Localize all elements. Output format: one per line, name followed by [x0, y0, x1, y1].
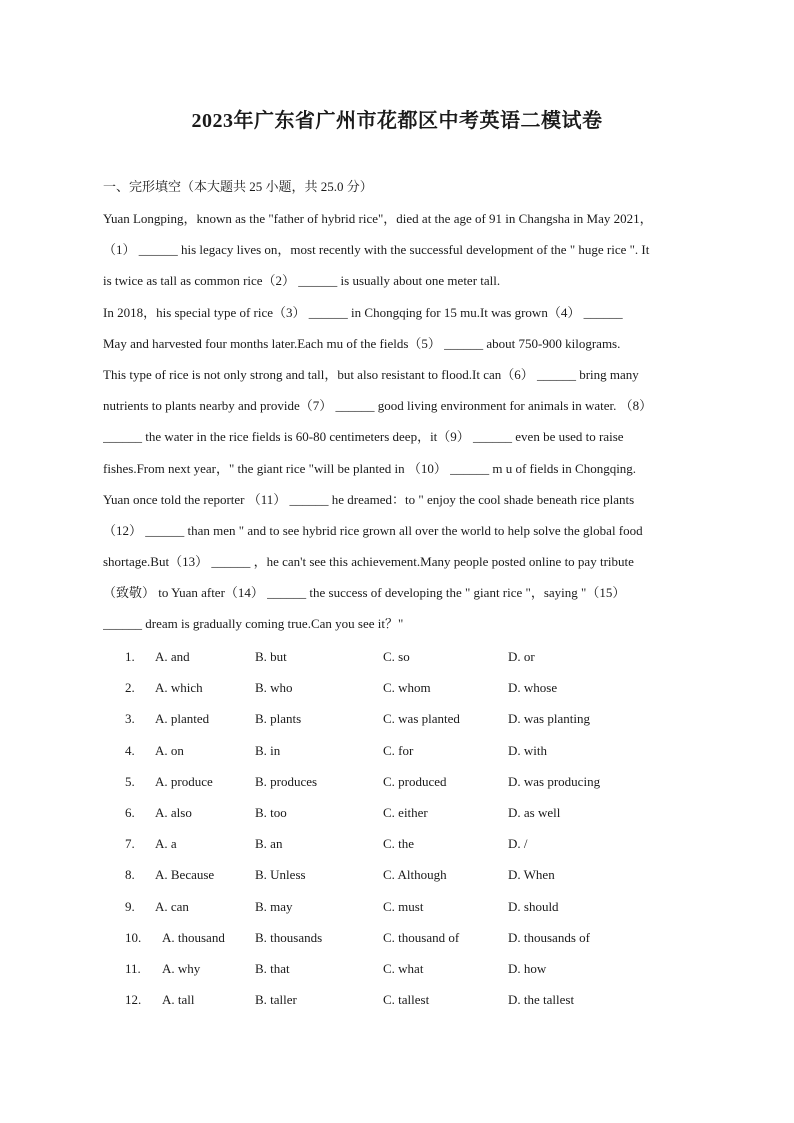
option-b: B. plants [255, 711, 302, 727]
question-number: 2. [125, 680, 135, 696]
question-number: 9. [125, 898, 135, 914]
option-d: D. thousands of [508, 929, 590, 945]
option-a: A. tall [162, 992, 195, 1008]
section-heading: 一、完形填空（本大题共 25 小题，共 25.0 分） [103, 179, 373, 194]
question-number: 6. [125, 804, 135, 820]
option-a: A. a [155, 836, 177, 852]
option-b: B. too [255, 804, 287, 820]
question-row [103, 859, 701, 890]
option-a: A. why [162, 960, 201, 976]
question-number: 1. [125, 649, 135, 664]
question-number: 10. [125, 929, 142, 945]
option-b: B. an [255, 836, 283, 852]
passage-line: （12） ______ than men " and to see hybrid rice grown all over the world to help solve the global food [103, 522, 643, 538]
passage-line: In 2018，his special type of rice（3） ______ in Chongqing for 15 mu.It was grown（4） ______ [103, 304, 623, 320]
passage-line: Yuan once told the reporter （11） ______ he dreamed：to " enjoy the cool shade beneath rice plants [103, 491, 635, 507]
passage-line: ______ dream is gradually coming true.Can you see it？" [103, 616, 404, 632]
question-row [103, 828, 701, 859]
option-c: C. Although [383, 867, 447, 883]
option-a: A. can [155, 898, 189, 914]
option-b: B. produces [255, 773, 318, 789]
option-b: B. that [255, 960, 290, 976]
option-d: D. whose [508, 680, 558, 696]
question-row [103, 953, 701, 984]
option-c: C. either [383, 804, 428, 820]
option-c: C. thousand of [383, 929, 460, 945]
option-d: D. how [508, 960, 547, 976]
question-number: 5. [125, 773, 135, 789]
question-row [103, 703, 701, 734]
question-number: 11. [125, 960, 141, 976]
passage-line: ______ the water in the rice fields is 60-80 centimeters deep，it（9） ______ even be used to raise [103, 429, 624, 445]
option-d: D. When [508, 867, 555, 883]
option-b: B. Unless [255, 867, 306, 883]
passage-line: （致敬） to Yuan after（14） ______ the success of developing the " giant rice "，saying "（15） [103, 585, 626, 601]
option-c: C. was planted [383, 711, 460, 727]
question-row [103, 641, 701, 672]
option-b: B. who [255, 680, 293, 696]
passage-line: （1） ______ his legacy lives on，most recently with the successful development of the " huge rice ". It [103, 242, 650, 258]
option-c: C. for [383, 742, 414, 758]
question-number: 4. [125, 742, 135, 758]
option-a: A. and [155, 649, 190, 664]
question-row [103, 984, 701, 1015]
question-row [103, 735, 701, 766]
option-b: B. may [255, 898, 293, 914]
passage-line: Yuan Longping，known as the "father of hybrid rice"，died at the age of 91 in Changsha in May 2021， [103, 211, 653, 226]
passage-line: This type of rice is not only strong and tall，but also resistant to flood.It can（6） ______ bring many [103, 366, 639, 382]
option-c: C. the [383, 836, 415, 852]
option-b: B. in [255, 742, 281, 758]
option-a: A. Because [155, 867, 215, 883]
question-row [103, 922, 701, 953]
passage-line: nutrients to plants nearby and provide（7） ______ good living environment for animals in water. （8） [103, 398, 653, 414]
option-c: C. what [383, 960, 424, 976]
question-number: 3. [125, 711, 135, 727]
option-c: C. whom [383, 680, 431, 696]
option-a: A. planted [155, 711, 210, 727]
option-d: D. the tallest [508, 992, 575, 1008]
passage-line: shortage.But（13） ______ ，he can't see this achievement.Many people posted online to pay tribute [103, 554, 634, 570]
option-c: C. must [383, 898, 424, 914]
option-d: D. was producing [508, 773, 601, 789]
option-b: B. taller [255, 992, 297, 1008]
answer-options [103, 641, 701, 1015]
question-row [103, 766, 701, 797]
option-d: D. as well [508, 804, 561, 820]
cloze-passage [103, 203, 701, 640]
option-c: C. tallest [383, 992, 430, 1008]
question-row [103, 891, 701, 922]
option-d: D. was planting [508, 711, 590, 727]
option-c: C. produced [383, 773, 447, 789]
option-b: B. but [255, 649, 287, 664]
option-d: D. with [508, 742, 547, 758]
question-row [103, 672, 701, 703]
option-a: A. on [155, 742, 184, 758]
option-d: D. / [508, 836, 528, 852]
page-title: 2023年广东省广州市花都区中考英语二模试卷 [191, 110, 603, 132]
question-number: 7. [125, 836, 135, 852]
option-a: A. also [155, 804, 192, 820]
question-number: 8. [125, 867, 135, 883]
passage-line: May and harvested four months later.Each mu of the fields（5） ______ about 750-900 kilograms. [103, 335, 621, 351]
question-number: 12. [125, 992, 142, 1008]
passage-line: is twice as tall as common rice（2） ______ is usually about one meter tall. [103, 273, 501, 289]
option-b: B. thousands [255, 929, 323, 945]
option-d: D. should [508, 898, 559, 914]
question-row [103, 797, 701, 828]
option-a: A. which [155, 680, 203, 696]
option-d: D. or [508, 649, 535, 664]
option-a: A. produce [155, 773, 213, 789]
option-a: A. thousand [162, 929, 225, 945]
option-c: C. so [383, 649, 410, 664]
passage-line: fishes.From next year，" the giant rice "will be planted in （10） ______ m u of fields in Chongqing. [103, 460, 637, 476]
